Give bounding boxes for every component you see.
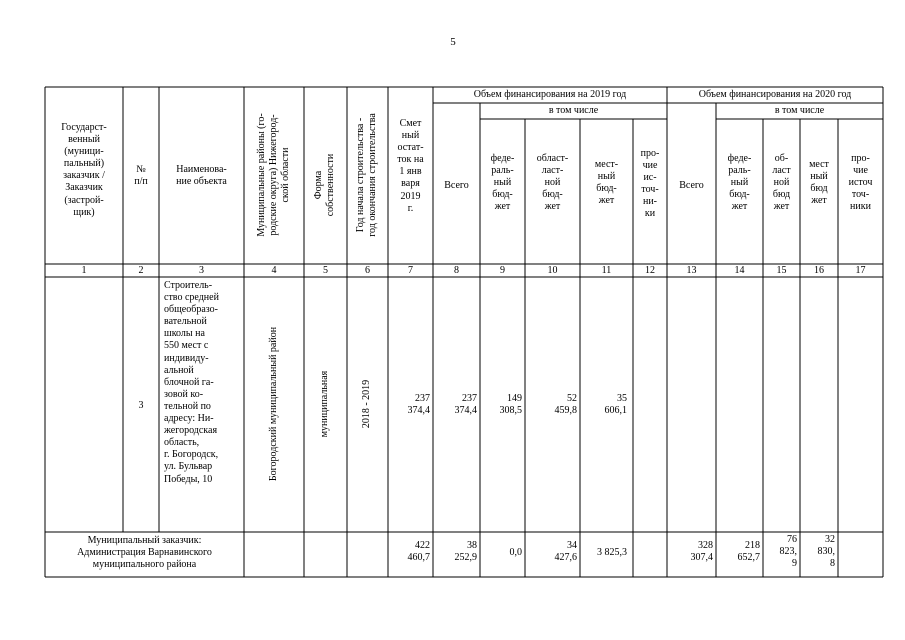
- column-number: 1: [81, 265, 87, 276]
- header-regional-2019: област- ласт- ной бюд- жет: [536, 153, 569, 213]
- column-number: 13: [686, 265, 697, 276]
- header-estimate: Смет ный остат- ток на 1 янв варя 2019 г.: [397, 118, 424, 214]
- object-years: 2018 - 2019: [361, 379, 372, 429]
- column-number: 10: [547, 265, 558, 276]
- page-number: 5: [450, 36, 456, 48]
- column-number: 2: [138, 265, 144, 276]
- header-number: № п/п: [134, 164, 148, 188]
- header-regional-2020: об- ласт ной бюд жет: [772, 153, 791, 213]
- object-local-2019: 35 606,1: [604, 393, 627, 417]
- object-name: Строитель- ство средней общеобразо- вательной школы на 550 мест с индивиду- альной блочной га- зовой ко- тельной по адресу: Ни- жегородская область, г. Богородск, ул. Бульвар Победы, 10: [164, 280, 219, 485]
- header-other-2019: про- чие ис- точ- ни- ки: [640, 148, 660, 220]
- object-ownership: муниципальная: [319, 370, 330, 438]
- column-number: 16: [814, 265, 824, 276]
- customer-total-2020: 328 307,4: [690, 540, 713, 564]
- column-number: 14: [734, 265, 745, 276]
- customer-regional-2019: 34 427,6: [554, 540, 577, 564]
- object-total-2019: 237 374,4: [454, 393, 477, 417]
- customer-federal-2020: 218 652,7: [737, 540, 760, 564]
- object-federal-2019: 149 308,5: [499, 393, 522, 417]
- column-number: 15: [776, 265, 787, 276]
- header-federal-2020: феде- раль- ный бюд- жет: [727, 153, 752, 213]
- column-number: 11: [601, 265, 612, 276]
- header-financing-2020: Объем финансирования на 2020 год: [698, 89, 852, 100]
- header-customer: Государст- венный (муници- пальный) заказчик / Заказчик (застрой- щик): [61, 122, 107, 218]
- header-local-2019: мест- ный бюд- жет: [594, 159, 619, 207]
- column-number: 9: [500, 265, 505, 276]
- column-number: 6: [365, 265, 370, 276]
- header-federal-2019: феде- раль- ный бюд- жет: [490, 153, 515, 213]
- header-financing-2019: Объем финансирования на 2019 год: [473, 89, 627, 100]
- header-local-2020: мест ный бюд жет: [809, 159, 829, 207]
- header-total-2020: Всего: [679, 180, 704, 191]
- header-including-2019: в том числе: [548, 105, 599, 116]
- customer-label: Муниципальный заказчик: Администрация Варнавинского муниципального района: [77, 535, 212, 571]
- header-years: Год начала строительства - год окончания строительства: [355, 113, 378, 237]
- customer-local-2019: 3 825,3: [597, 547, 627, 558]
- column-number: 17: [855, 265, 866, 276]
- customer-local-2020: 32 830, 8: [817, 534, 835, 570]
- header-district: Муниципальные районы (го- родские округа) Нижегород- ской области: [256, 113, 291, 237]
- column-number: 7: [408, 265, 413, 276]
- object-estimate: 237 374,4: [407, 393, 430, 417]
- object-regional-2019: 52 459,8: [554, 393, 577, 417]
- column-number: 5: [323, 265, 328, 276]
- object-district: Богородский муниципальный район: [268, 326, 279, 482]
- customer-regional-2020: 76 823, 9: [779, 534, 797, 570]
- column-number: 4: [271, 265, 277, 276]
- header-including-2020: в том числе: [774, 105, 825, 116]
- header-other-2020: про- чие источ точ- ники: [848, 153, 873, 213]
- header-total-2019: Всего: [444, 180, 469, 191]
- customer-total-2019: 38 252,9: [454, 540, 477, 564]
- customer-federal-2019: 0,0: [509, 547, 522, 558]
- column-number: 8: [454, 265, 459, 276]
- customer-estimate: 422 460,7: [407, 540, 430, 564]
- header-object-name: Наименова- ние объекта: [176, 164, 227, 188]
- header-ownership: Форма собственности: [313, 153, 336, 217]
- object-number: 3: [138, 400, 144, 411]
- column-number: 3: [199, 265, 204, 276]
- column-number: 12: [645, 265, 655, 276]
